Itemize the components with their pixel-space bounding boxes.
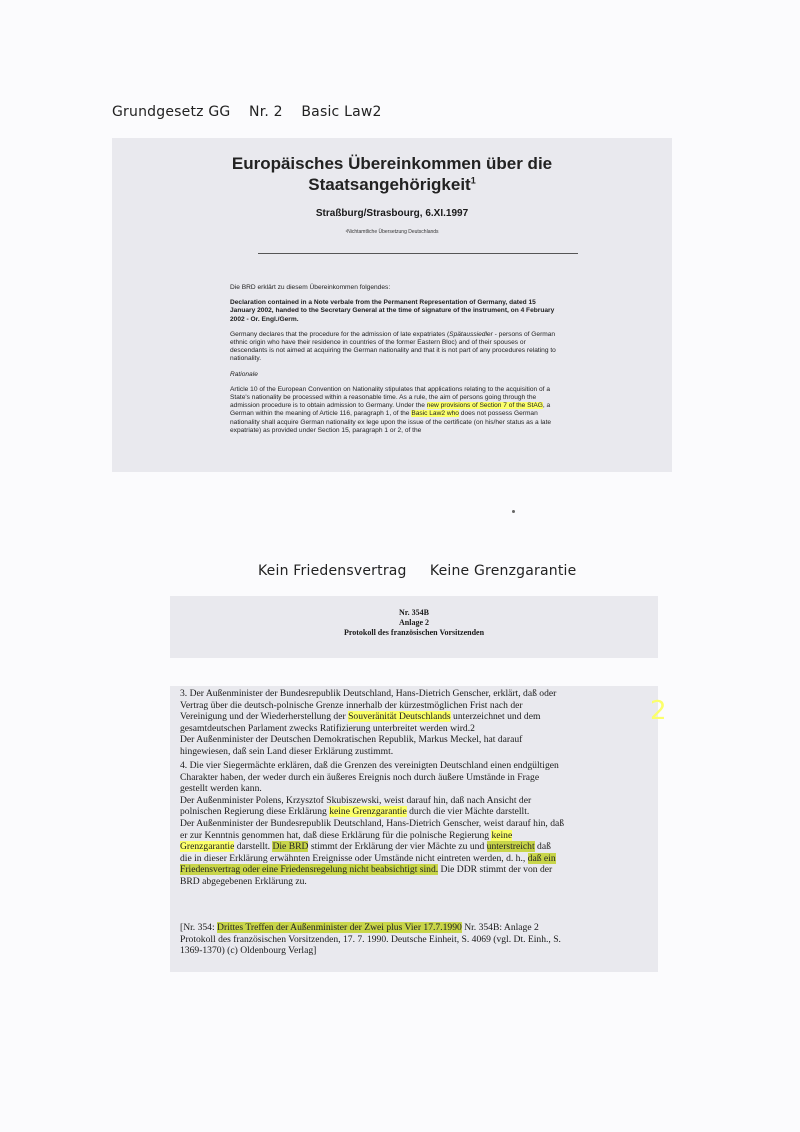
highlight-new-provisions: new provisions of Section 7 of the StAG [426,402,543,410]
highlight-basic-law: Basic Law2 who [411,410,459,418]
paragraph-3: 3. Der Außenminister der Bundesrepublik Deutschland, Hans-Dietrich Genscher, erklärt, daß oder Vertrag über die deutsch-polnische Grenze innerhalb der kürzestmöglichen Frist nach der Vereinigung und der Wiederherstellung der Souveränität Deutschlands unterzeichnet und dem gesamtdeutschen Parlament zwecks Ratifizierung unterbreitet werden wird.2 Der Außenminister der Deutschen Demokratischen Republik, Markus Meckel, hat darauf hingewiesen, daß sein Land dieser Erklärung zustimmt. [180,688,557,757]
document-number: Nr. 354B [399,608,429,617]
convention-title-line1: Europäisches Übereinkommen über die [231,154,553,173]
protocol-title: Protokoll des französischen Vorsitzenden [343,628,485,637]
highlight-no-border-guarantee: keine Grenzgarantie [329,806,407,818]
source-citation: [Nr. 354: Drittes Treffen der Außenminister der Zwei plus Vier 17.7.1990 Nr. 354B: Anlage 2 Protokoll des französischen Vorsitzenden, 17. 7. 1990. Deutsche Einheit, S. 4069 (vgl. Dt. Einh., S. 1369-1370) (c) Oldenbourg Verlag] [180,922,561,957]
stray-dot [512,510,515,513]
highlight-dass-ein: daß ein [527,852,556,864]
highlight-keine: keine [491,829,513,841]
highlight-grenzgarantie: Grenzgarantie [180,841,235,853]
paragraph-4: 4. Die vier Siegermächte erklären, daß die Grenzen des vereinigten Deutschland einen endgültigen Charakter haben, der weder durch ein äußeres Ereignis noch durch äußere Umstände in Frage gestellt werden kann. Der Außenminister Polens, Krzysztof Skubiszewski, weist darauf hin, daß nach Ansicht der polnischen Regierung diese Erklärung keine Grenzgarantie durch die vier Mächte darstellt. Der Außenminister der Bundesrepublik Deutschland, Hans-Dietrich Genscher, weist darauf hin, daß er zur Kenntnis genommen hat, daß diese Erklärung für die polnische Regierung keine Grenzgarantie darstellt. Die BRD stimmt der Erklärung der vier Mächte zu und unterstreicht daß die in dieser Erklärung erwähnten Ereignisse oder Umstände nicht eintreten werden, d. h., daß ein Friedensvertrag oder eine Friedensregelung nicht beabsichtigt sind. Die DDR stimmt der von der BRD abgegebenen Erklärung zu. [180,760,565,887]
germany-declares-text: Germany declares that the procedure for the admission of late expatriates (Spätaussiedler - persons of German ethnic origin who have their residence in countries of the former Eastern Bloc) and of their spouses or descendants is not aimed at acquiring the German nationality and that it is not part of any procedures relating to nationality. [230,330,556,363]
convention-title-line2: Staatsangehörigkeit$^1$ [308,175,476,194]
highlight-sovereignty: Souveränität Deutschlands [348,711,451,723]
highlight-third-meeting: Drittes Treffen der Außenminister der Zwei plus Vier 17.7.1990 [217,922,462,933]
rationale-heading: Rationale [230,370,258,378]
translation-note: ¹Nichtamtliche Übersetzung Deutschlands [345,229,439,235]
convention-date: Straßburg/Strasbourg, 6.XI.1997 [315,208,469,219]
mid-handwritten-note: Kein Friedensvertrag Keine Grenzgarantie [258,563,577,579]
margin-mark: 2 [650,696,667,726]
highlight-peace-treaty: Friedensvertrag oder eine Friedensregelung nicht beabsichtigt sind. [180,864,439,876]
header-handwritten-note: Grundgesetz GG Nr. 2 Basic Law2 [112,104,382,120]
declaration-text: Declaration contained in a Note verbale from the Permanent Representation of Germany, dated 15 January 2002, handed to the Secretary General at the time of signature of the instrument, on 4 February 2002 - Or. Engl./Germ. [230,299,555,323]
highlight-unterstreicht: unterstreicht [486,841,535,853]
protocol-text-scan [170,686,658,972]
convention-excerpt-scan [112,138,672,472]
rationale-text: Article 10 of the European Convention on Nationality stipulates that applications relating to the acquisition of a State's nationality be processed within a reasonable time. As a rule, the aim of persons going through the admission procedure is to obtain admission to Germany. Under the new provisions of Section 7 of the StAG, a German within the meaning of Article 116, paragraph 1, of the Basic Law2 who does not possess German nationality shall acquire German nationality ex lege upon the issue of the certificate (on his/her status as a late expatriate) as provided under Section 15, paragraph 1 or 2, of the [230,385,552,434]
annex-label: Anlage 2 [399,618,429,627]
highlight-die-brd: Die BRD [272,841,309,853]
convention-body [230,284,558,442]
intro-text: Die BRD erklärt zu diesem Übereinkommen folgendes: [230,284,391,291]
divider-rule [258,253,578,254]
protocol-header-scan [170,596,658,658]
